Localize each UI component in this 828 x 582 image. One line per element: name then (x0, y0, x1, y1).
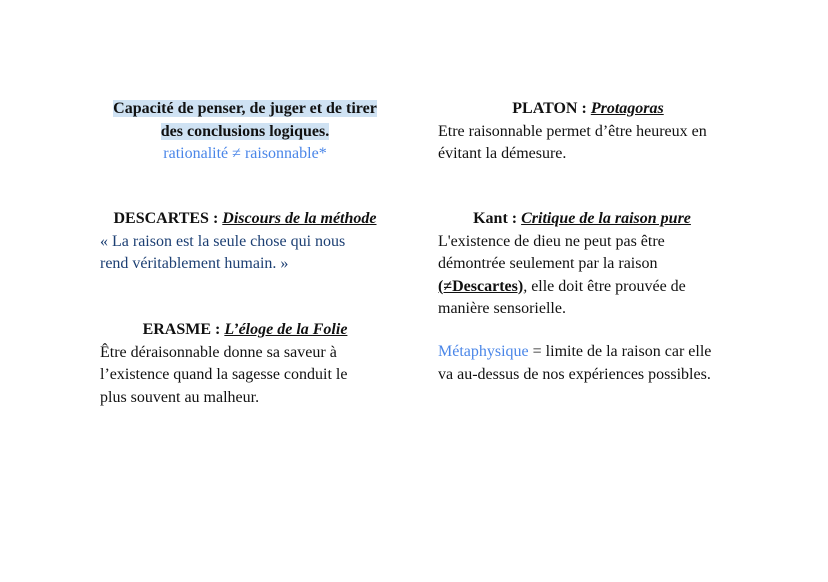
kant-descartes-ref: (≠Descartes) (438, 277, 524, 295)
definition-line-1: Capacité de penser, de juger et de tirer (113, 100, 377, 117)
erasme-text-line-2: l’existence quand la sagesse conduit le (100, 366, 348, 383)
platon-text-line-1: Etre raisonnable permet d’être heureux en (438, 122, 707, 140)
kant-work-title: Critique de la raison pure (521, 210, 691, 227)
kant-text-line-1: L'existence de dieu ne peut pas être (438, 232, 665, 250)
definition-note: rationalité ≠ raisonnable* (163, 145, 327, 162)
descartes-work-title: Discours de la méthode (222, 210, 377, 227)
descartes-heading: DESCARTES : Discours de la méthode (113, 210, 377, 227)
metaphysique-block (438, 341, 758, 386)
erasme-block (100, 319, 400, 409)
erasme-text-line-1: Être déraisonnable donne sa saveur à (100, 343, 337, 361)
platon-heading: PLATON : Protagoras (512, 100, 664, 117)
descartes-quote-line-1: « La raison est la seule chose qui nous (100, 232, 346, 250)
definition-block (100, 98, 390, 166)
kant-text-line-2: démontrée seulement par la raison (438, 255, 658, 272)
kant-heading: Kant : Critique de la raison pure (473, 210, 691, 227)
kant-text-line-3: (≠Descartes), elle doit être prouvée de (438, 277, 686, 295)
erasme-text-line-3: plus souvent au malheur. (100, 388, 260, 406)
descartes-quote-line-2: rend véritablement humain. » (100, 255, 289, 272)
descartes-block (100, 208, 400, 276)
erasme-work-title: L’éloge de la Folie (224, 321, 348, 338)
definition-line-2: des conclusions logiques. (160, 122, 330, 140)
platon-block (438, 98, 738, 166)
erasme-heading: ERASME : L’éloge de la Folie (142, 321, 348, 338)
metaphysique-line-2: va au-dessus de nos expériences possibles. (438, 365, 711, 383)
kant-block (438, 208, 738, 321)
kant-text-line-4: manière sensorielle. (438, 300, 566, 317)
platon-text-line-2: évitant la démesure. (438, 145, 567, 162)
metaphysique-line-1: Métaphysique = limite de la raison car elle (438, 343, 712, 360)
metaphysique-term: Métaphysique (438, 343, 529, 360)
platon-work-title: Protagoras (590, 100, 664, 117)
